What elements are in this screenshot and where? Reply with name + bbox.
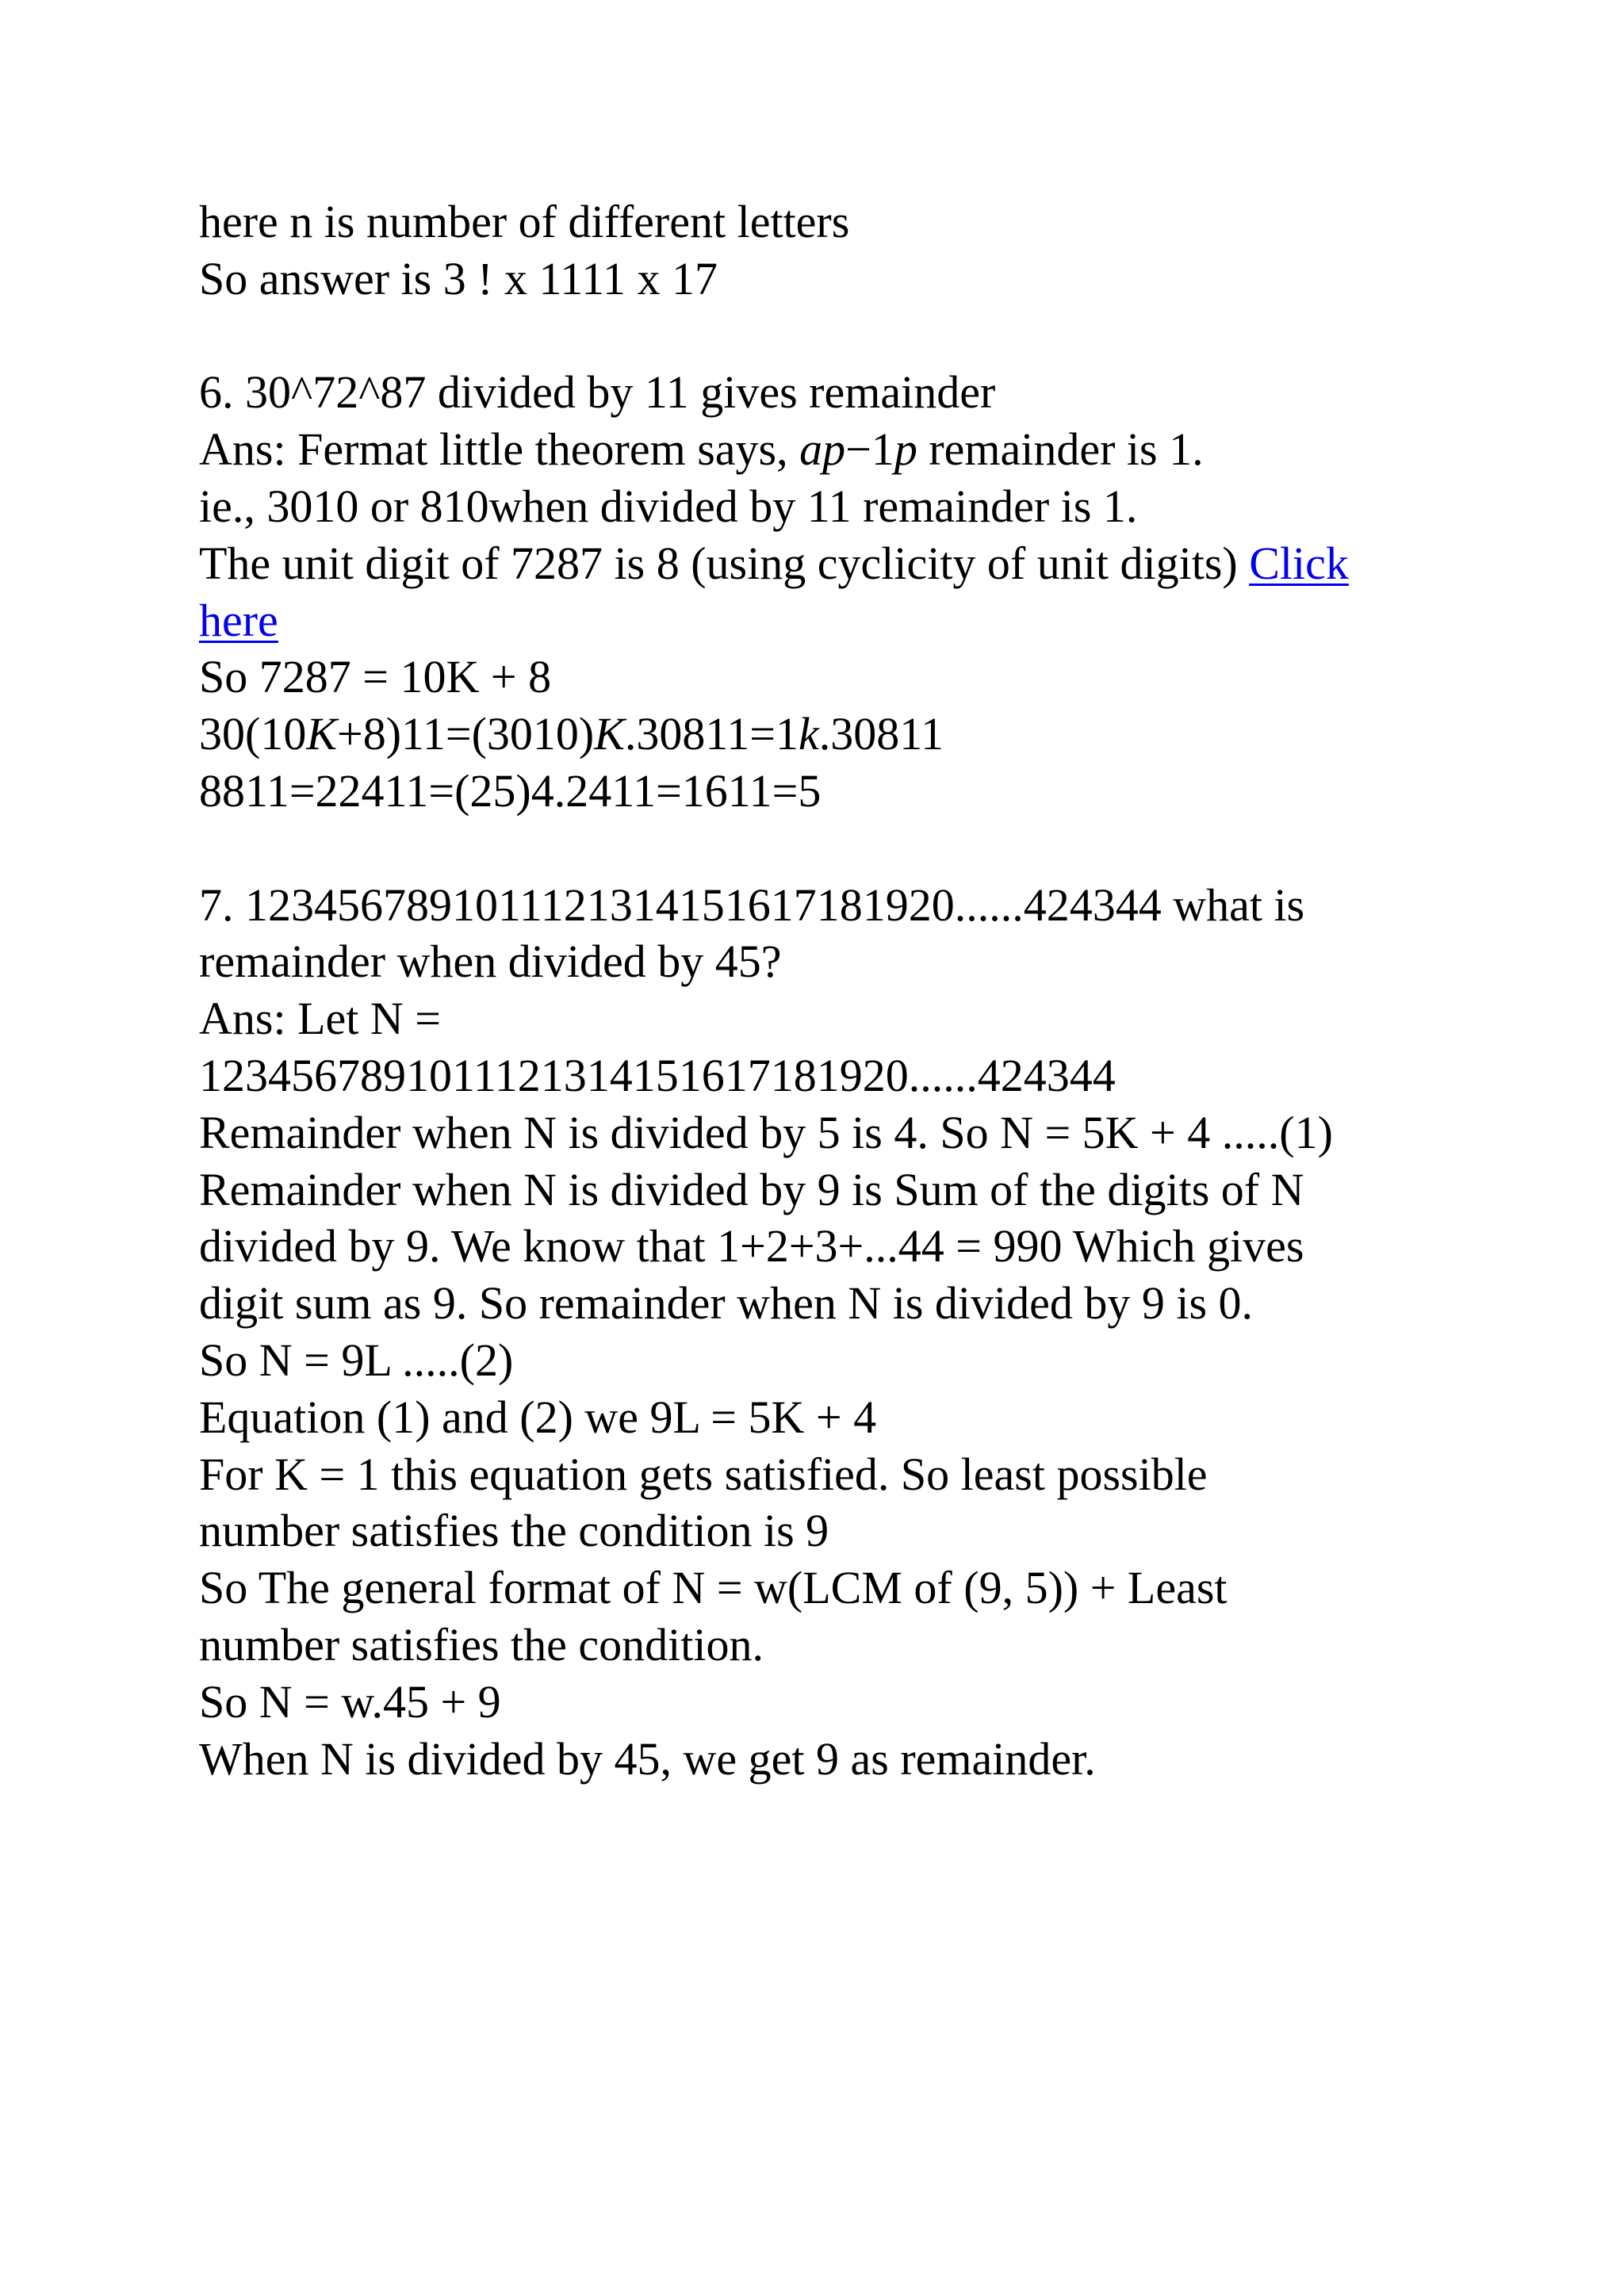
question-6-title: 6. 30^72^87 divided by 11 gives remainder bbox=[199, 366, 996, 419]
math-var-K: K bbox=[306, 708, 338, 760]
question-7-line-16: When N is divided by 45, we get 9 as remainder. bbox=[199, 1732, 1096, 1785]
question-7-line-7: divided by 9. We know that 1+2+3+...44 = 990 Which gives bbox=[199, 1220, 1304, 1272]
math-a: a bbox=[799, 423, 823, 476]
answer-suffix: remainder is 1. bbox=[917, 423, 1204, 476]
paragraph-gap bbox=[199, 308, 1436, 365]
math-part: 30(10 bbox=[199, 708, 307, 760]
question-6-line-4 bbox=[199, 535, 1436, 592]
document-body bbox=[199, 193, 1436, 1787]
question-7-line-2: remainder when divided by 45? bbox=[199, 936, 782, 988]
question-7-line-6: Remainder when N is divided by 9 is Sum of the digits of N bbox=[199, 1163, 1304, 1215]
paragraph-gap bbox=[199, 820, 1436, 877]
question-7-line-15: So N = w.45 + 9 bbox=[199, 1675, 501, 1728]
math-p: p bbox=[822, 423, 846, 476]
question-6-line-3: ie., 3010 or 810when divided by 11 remainder is 1. bbox=[199, 480, 1138, 532]
click-link[interactable]: Click bbox=[1249, 537, 1349, 589]
question-7-line-13: So The general format of N = w(LCM of (9, 5)) + Least bbox=[199, 1562, 1228, 1614]
math-part: +8)11=(3010) bbox=[337, 708, 595, 760]
question-7-line-11: For K = 1 this equation gets satisfied. So least possible bbox=[199, 1448, 1208, 1500]
math-var-K: K bbox=[594, 708, 625, 760]
question-7-line-4: 1234567891011121314151617181920......424344 bbox=[199, 1049, 1116, 1101]
question-7-line-9: So N = 9L .....(2) bbox=[199, 1334, 514, 1386]
question-6-line-6: So 7287 = 10K + 8 bbox=[199, 651, 552, 703]
math-part: .30811 bbox=[818, 708, 944, 760]
question-7-line-1: 7. 1234567891011121314151617181920......424344 what is bbox=[199, 878, 1305, 931]
here-link[interactable]: here bbox=[199, 594, 278, 646]
math-part: .30811=1 bbox=[624, 708, 799, 760]
intro-answer-line: So answer is 3 ! x 1111 x 17 bbox=[199, 252, 718, 304]
math-var-k: k bbox=[798, 708, 819, 760]
question-7-line-8: digit sum as 9. So remainder when N is divided by 9 is 0. bbox=[199, 1277, 1254, 1330]
question-7-line-3: Ans: Let N = bbox=[199, 993, 441, 1045]
answer-prefix: Ans: Fermat little theorem says, bbox=[199, 423, 800, 476]
question-6-line-7 bbox=[199, 706, 1436, 763]
intro-line-1: here n is number of different letters bbox=[199, 196, 850, 247]
question-7-line-5: Remainder when N is divided by 5 is 4. So N = 5K + 4 .....(1) bbox=[199, 1106, 1333, 1158]
question-6-link-continuation bbox=[199, 592, 1436, 649]
question-6-answer-line bbox=[199, 421, 1436, 478]
question-6-line-8: 8811=22411=(25)4.2411=1611=5 bbox=[199, 764, 822, 817]
question-7-line-12: number satisfies the condition is 9 bbox=[199, 1505, 829, 1557]
question-7-line-14: number satisfies the condition. bbox=[199, 1618, 764, 1670]
math-p: p bbox=[894, 423, 917, 476]
math-minus-one: −1 bbox=[845, 423, 894, 476]
unit-digit-text: The unit digit of 7287 is 8 (using cyclicity of unit digits) bbox=[199, 537, 1250, 589]
question-7-line-10: Equation (1) and (2) we 9L = 5K + 4 bbox=[199, 1391, 877, 1443]
